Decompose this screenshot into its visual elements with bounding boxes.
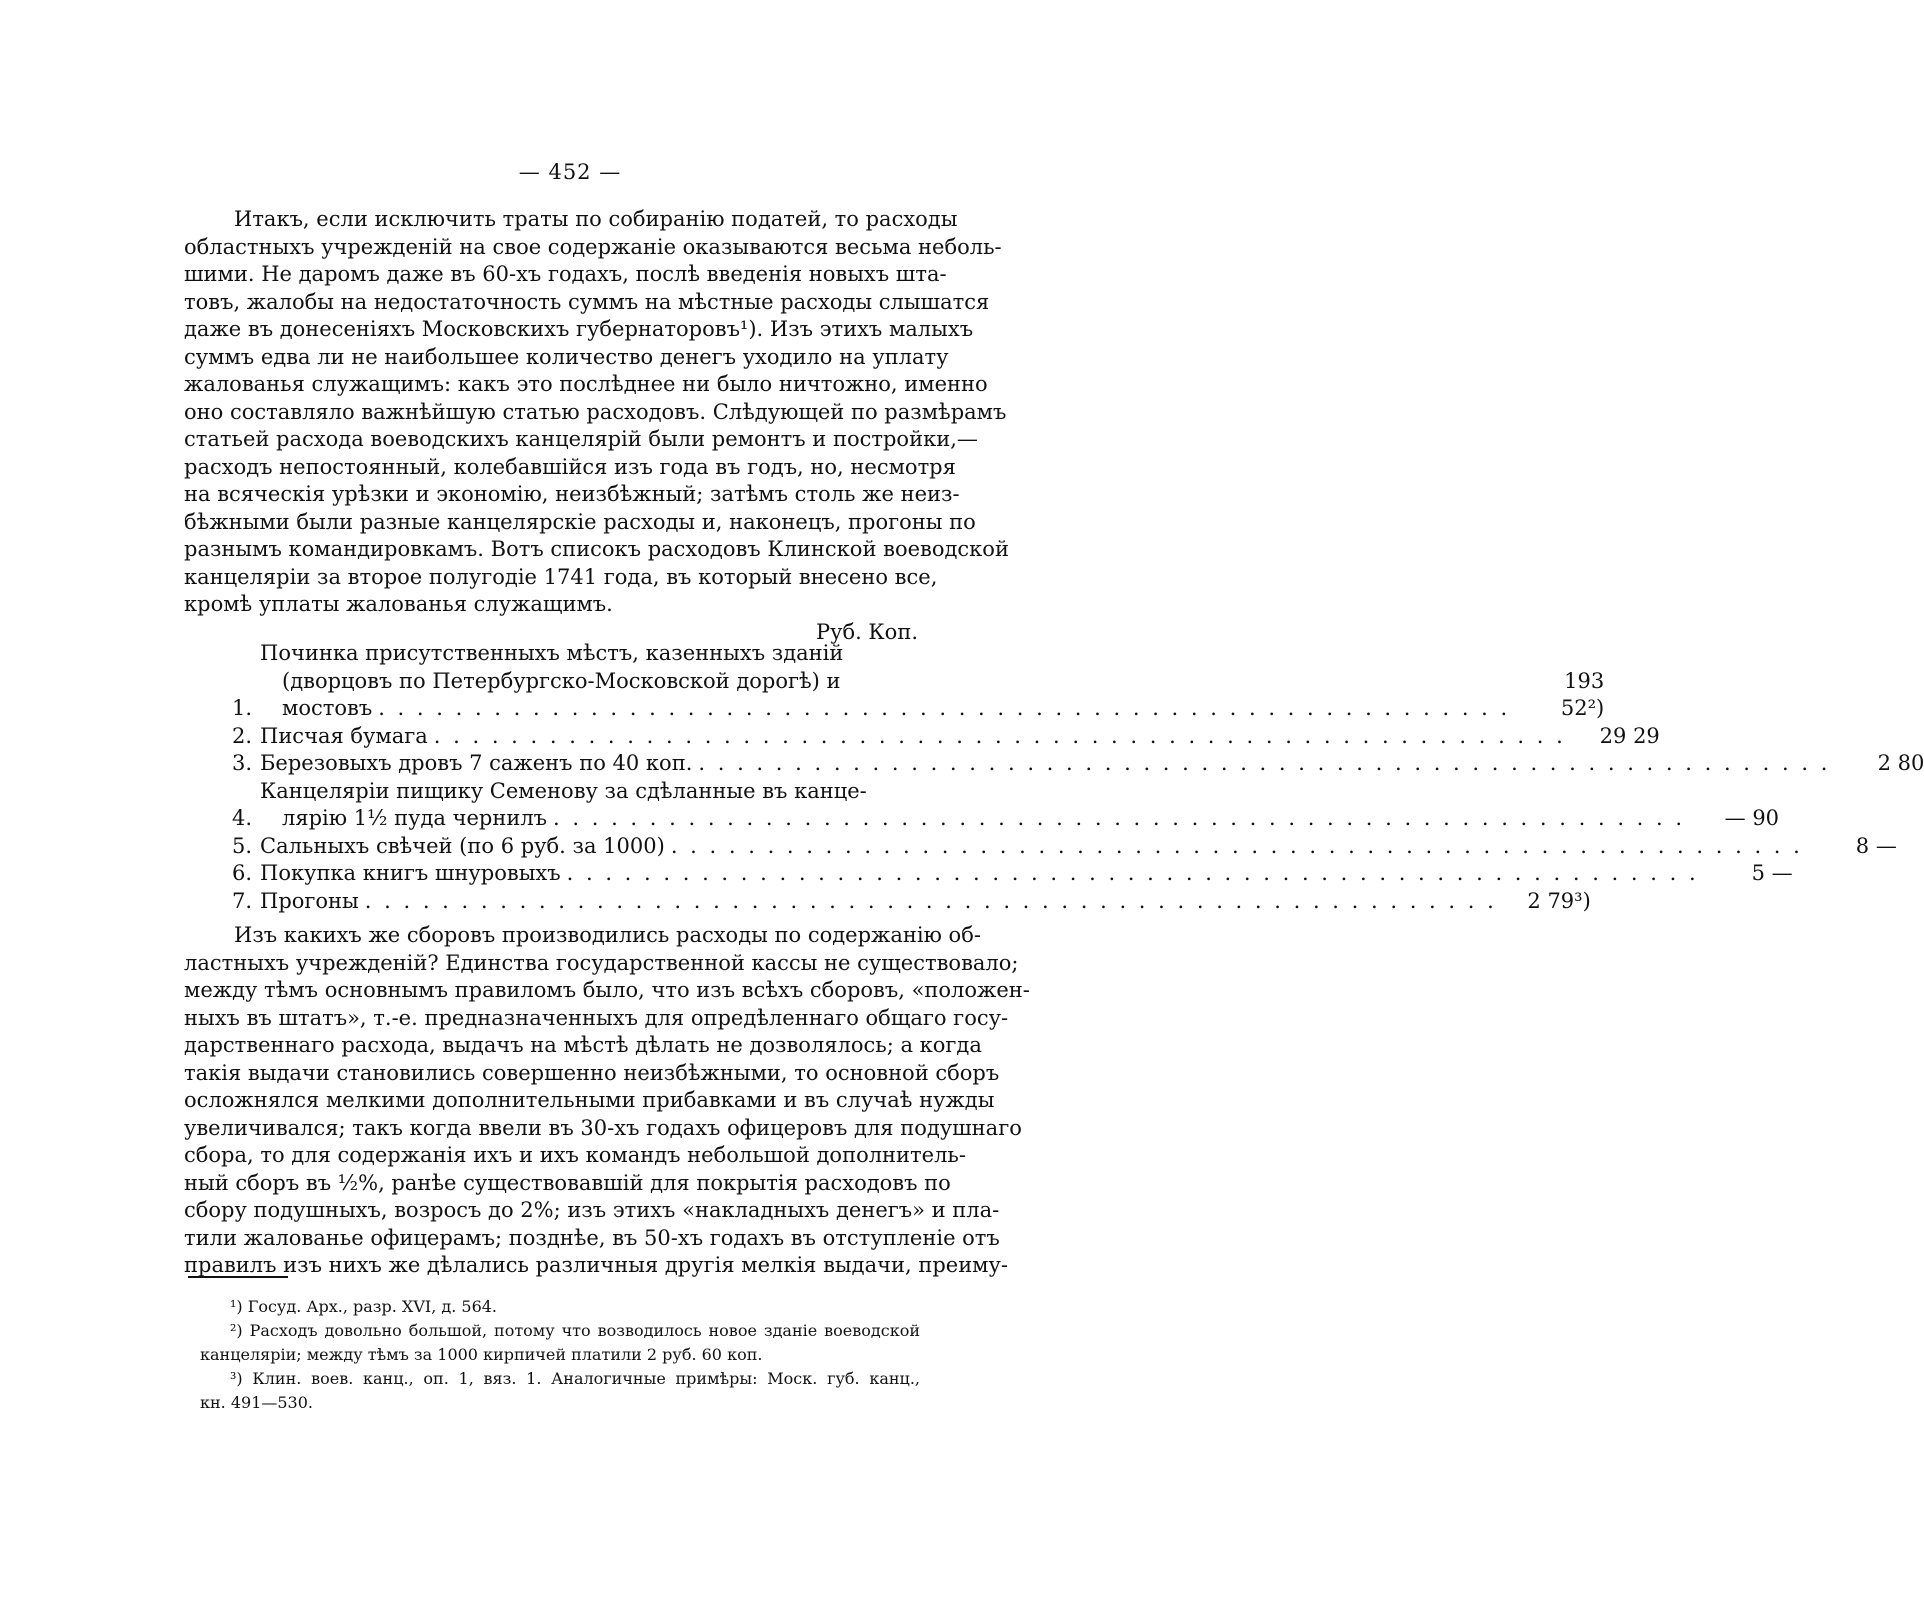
text-line: тили жалованье офицерамъ; позднѣе, въ 50-хъ годахъ въ отступленіе отъ — [184, 1225, 1000, 1250]
footnote-line: канцеляріи; между тѣмъ за 1000 кирпичей платили 2 руб. 60 коп. — [200, 1345, 763, 1364]
text-line: ный сборъ въ ½%, ранѣе существовавшій для покрытія расходовъ по — [184, 1170, 951, 1195]
item-number: 3. — [232, 751, 253, 775]
item-text: Писчая бумага — [260, 723, 428, 748]
leader-dots — [671, 833, 1803, 861]
text-line: между тѣмъ основнымъ правиломъ было, что изъ всѣхъ сборовъ, «положен- — [184, 978, 1030, 1002]
item-text: Канцеляріи пищику Семенову за сдѣланные въ канце- — [260, 778, 867, 803]
footnote-line: ¹) Госуд. Арх., разр. XVI, д. 564. — [230, 1297, 498, 1316]
text-line: сбора, то для содержанія ихъ и ихъ командъ небольшой дополнитель- — [184, 1143, 966, 1167]
text-line: дарственнаго расхода, выдачъ на мѣстѣ дѣлать не дозволялось; а когда — [184, 1033, 982, 1057]
text-line: шими. Не даромъ даже въ 60-хъ годахъ, послѣ введенія новыхъ шта- — [184, 262, 947, 286]
footnote-2 — [200, 1319, 920, 1367]
text-line: правилъ изъ нихъ же дѣлались различныя другія мелкія выдачи, преиму- — [184, 1253, 1008, 1277]
currency-units-header: Руб. Коп. — [815, 620, 918, 644]
item-text: Березовыхъ дровъ 7 саженъ по 40 коп. — [260, 751, 693, 775]
text-line: Итакъ, если исключить траты по собиранію податей, то расходы — [234, 207, 958, 231]
text-line: даже въ донесеніяхъ Московскихъ губернаторовъ¹). Изъ этихъ малыхъ — [184, 317, 974, 341]
item-amount: 8 — — [1855, 833, 1897, 858]
text-line: разнымъ командировкамъ. Вотъ списокъ расходовъ Клинской воеводской — [184, 537, 1009, 561]
paragraph-1 — [184, 206, 1009, 619]
leader-dots — [434, 723, 1566, 751]
expense-item — [232, 750, 1924, 778]
footnote-1 — [200, 1295, 920, 1319]
text-line: расходъ непостоянный, колебавшійся изъ года въ годъ, но, несмотря — [184, 454, 956, 479]
item-amount: — 90 — [1724, 806, 1780, 830]
leader-dots — [365, 888, 1497, 916]
item-text: Починка присутственныхъ мѣстъ, казенныхъ зданій — [260, 641, 844, 665]
expense-item — [232, 723, 1660, 751]
footnote-3 — [200, 1367, 920, 1415]
item-number: 7. — [232, 888, 253, 913]
item-text: Прогоны — [260, 888, 359, 913]
paragraph-2 — [184, 922, 1030, 1280]
item-text: Сальныхъ свѣчей (по 6 руб. за 1000) — [260, 833, 665, 858]
text-line: суммъ едва ли не наибольшее количество денегъ уходило на уплату — [184, 344, 949, 369]
text-line: ластныхъ учрежденій? Единства государственной кассы не существовало; — [184, 950, 1019, 975]
expense-item — [232, 640, 1605, 723]
footnote-line: ²) Расходъ довольно большой, потому что возводилось новое зданіе воеводской — [230, 1321, 920, 1340]
item-number: 5. — [232, 833, 253, 858]
footnote-separator — [188, 1276, 288, 1278]
leader-dots — [698, 750, 1830, 778]
expense-list — [232, 640, 1924, 915]
footnotes — [200, 1295, 920, 1415]
text-line: увеличивался; такъ когда ввели въ 30-хъ годахъ офицеровъ для подушнаго — [184, 1115, 1022, 1140]
item-amount: 29 29 — [1599, 723, 1660, 748]
expense-item — [232, 833, 1897, 861]
expense-item — [232, 860, 1793, 888]
item-amount: 2 79³) — [1527, 888, 1591, 913]
text-line: оно составляло важнѣйшую статью расходовъ. Слѣдующей по размѣрамъ — [184, 399, 1007, 424]
item-text: Покупка книгъ шнуровыхъ — [260, 861, 561, 885]
text-line: областныхъ учрежденій на свое содержаніе оказываются весьма неболь- — [184, 234, 1002, 259]
item-number: 4. — [232, 806, 253, 830]
item-number: 6. — [232, 861, 253, 885]
expense-item — [232, 888, 1591, 916]
item-amount: 5 — — [1751, 861, 1793, 885]
item-text: (дворцовъ по Петербургско-Московской дорогѣ) и — [282, 668, 841, 693]
text-line: канцеляріи за второе полугодіе 1741 года, въ который внесено все, — [184, 564, 938, 589]
text-line: статьей расхода воеводскихъ канцелярій были ремонтъ и постройки,— — [184, 427, 978, 451]
expense-item — [232, 778, 1780, 833]
item-number: 1. — [232, 696, 253, 720]
text-line: осложнялся мелкими дополнительными прибавками и въ случаѣ нужды — [184, 1088, 995, 1112]
item-text: мостовъ — [282, 696, 373, 720]
text-line: товъ, жалобы на недостаточность суммъ на мѣстные расходы слышатся — [184, 289, 990, 314]
text-line: жалованья служащимъ: какъ это послѣднее ни было ничтожно, именно — [184, 372, 988, 396]
text-line: ныхъ въ штатъ», т.-е. предназначенныхъ для опредѣленнаго общаго госу- — [184, 1005, 1009, 1030]
leader-dots — [553, 805, 1685, 833]
text-line: сбору подушныхъ, возросъ до 2%; изъ этихъ «накладныхъ денегъ» и пла- — [184, 1198, 1000, 1222]
leader-dots — [567, 860, 1699, 888]
text-line: бѣжными были разные канцелярскіе расходы и, наконецъ, прогоны по — [184, 509, 976, 534]
text-line: на всяческія урѣзки и экономію, неизбѣжный; затѣмъ столь же неиз- — [184, 482, 960, 506]
item-amount: 193 52²) — [1560, 668, 1605, 720]
item-amount: 2 80 — [1877, 751, 1924, 775]
text-line: такія выдачи становились совершенно неизбѣжными, то основной сборъ — [184, 1060, 1000, 1085]
item-text: лярію 1½ пуда чернилъ — [282, 806, 548, 830]
text-line: Изъ какихъ же сборовъ производились расходы по содержанію об- — [234, 923, 981, 947]
footnote-line: ³) Клин. воев. канц., оп. 1, вяз. 1. Аналогичные примѣры: Моск. губ. канц., — [230, 1369, 920, 1388]
leader-dots — [378, 695, 1510, 723]
page-number: — 452 — — [518, 160, 622, 184]
text-line: кромѣ уплаты жалованья служащимъ. — [184, 592, 613, 616]
item-number: 2. — [232, 723, 253, 748]
footnote-line: кн. 491—530. — [200, 1393, 313, 1412]
